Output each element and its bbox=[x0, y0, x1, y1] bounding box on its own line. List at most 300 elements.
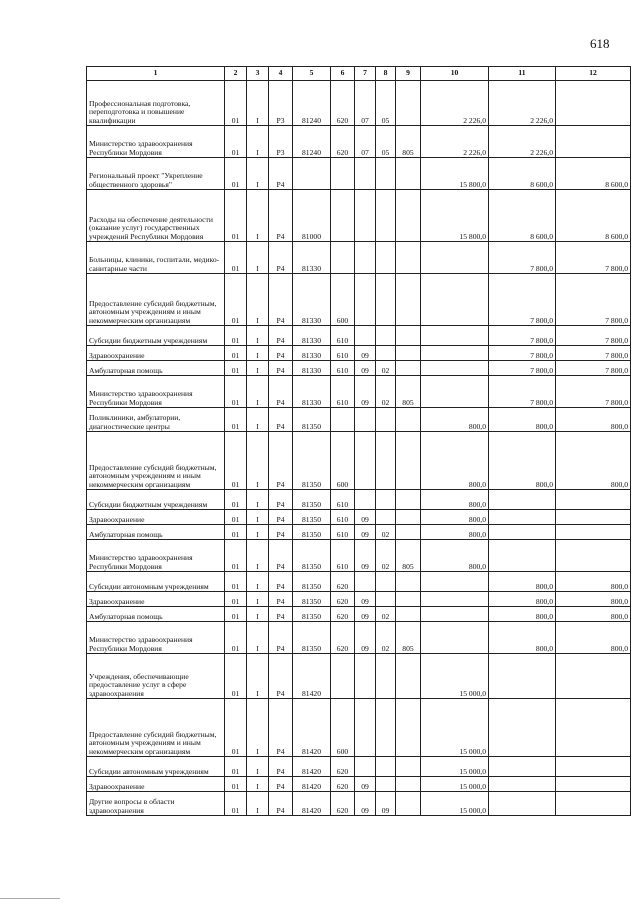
row-description: Поликлиники, амбулатории, диагностические центры bbox=[87, 408, 225, 432]
table-cell bbox=[421, 361, 489, 376]
table-cell: 09 bbox=[355, 525, 376, 540]
table-row bbox=[87, 81, 631, 126]
column-header: 6 bbox=[331, 67, 355, 81]
row-description: Региональный проект "Укрепление общественного здоровья" bbox=[87, 158, 225, 190]
table-row bbox=[87, 408, 631, 432]
table-cell: 01 bbox=[225, 607, 247, 622]
table-cell: 800,0 bbox=[489, 432, 556, 490]
table-cell: 7 800,0 bbox=[556, 346, 631, 361]
row-description: Здравоохранение bbox=[87, 510, 225, 525]
table-cell bbox=[396, 525, 421, 540]
row-description: Учреждения, обеспечивающие предоставление услуг в сфере здравоохранения bbox=[87, 654, 225, 699]
table-cell: P4 bbox=[269, 326, 293, 346]
table-cell: P4 bbox=[269, 540, 293, 572]
column-header: 3 bbox=[247, 67, 269, 81]
table-cell: 81420 bbox=[293, 792, 331, 816]
table-row bbox=[87, 326, 631, 346]
row-description: Предоставление субсидий бюджетным, автономным учреждениям и иным некоммерческим организациям bbox=[87, 432, 225, 490]
table-cell: 09 bbox=[355, 346, 376, 361]
row-description: Министерство здравоохранения Республики Мордовия bbox=[87, 622, 225, 654]
table-cell bbox=[396, 490, 421, 510]
table-cell bbox=[396, 81, 421, 126]
table-cell bbox=[396, 699, 421, 757]
row-description: Амбулаторная помощь bbox=[87, 525, 225, 540]
table-cell bbox=[293, 158, 331, 190]
table-cell: 81350 bbox=[293, 510, 331, 525]
table-cell: 7 800,0 bbox=[556, 361, 631, 376]
table-cell: P4 bbox=[269, 592, 293, 607]
table-cell: 81350 bbox=[293, 490, 331, 510]
table-cell bbox=[376, 158, 396, 190]
table-cell: 610 bbox=[331, 510, 355, 525]
table-row bbox=[87, 346, 631, 361]
table-cell bbox=[489, 490, 556, 510]
table-cell: 600 bbox=[331, 699, 355, 757]
table-cell: 81350 bbox=[293, 607, 331, 622]
row-description: Здравоохранение bbox=[87, 777, 225, 792]
table-cell bbox=[376, 346, 396, 361]
table-cell bbox=[376, 654, 396, 699]
table-cell: 610 bbox=[331, 346, 355, 361]
table-cell: 620 bbox=[331, 572, 355, 592]
table-cell: P4 bbox=[269, 607, 293, 622]
table-cell: 620 bbox=[331, 757, 355, 777]
table-row bbox=[87, 510, 631, 525]
table-cell: 7 800,0 bbox=[489, 346, 556, 361]
table-cell bbox=[556, 126, 631, 158]
table-cell: 800,0 bbox=[421, 490, 489, 510]
table-cell bbox=[396, 361, 421, 376]
table-row bbox=[87, 654, 631, 699]
table-cell bbox=[376, 274, 396, 326]
column-header: 2 bbox=[225, 67, 247, 81]
table-cell: 800,0 bbox=[489, 572, 556, 592]
table-cell: I bbox=[247, 572, 269, 592]
table-cell: 01 bbox=[225, 361, 247, 376]
table-cell: 09 bbox=[355, 592, 376, 607]
table-cell: P4 bbox=[269, 242, 293, 274]
table-cell: I bbox=[247, 654, 269, 699]
table-cell bbox=[396, 408, 421, 432]
table-cell: P4 bbox=[269, 792, 293, 816]
table-cell: 02 bbox=[376, 525, 396, 540]
table-cell: 805 bbox=[396, 622, 421, 654]
table-cell: I bbox=[247, 376, 269, 408]
table-cell: I bbox=[247, 126, 269, 158]
row-description: Субсидии бюджетным учреждениям bbox=[87, 490, 225, 510]
scan-mark bbox=[0, 898, 60, 899]
table-cell bbox=[355, 274, 376, 326]
budget-table bbox=[86, 66, 631, 816]
table-row bbox=[87, 777, 631, 792]
table-cell: 01 bbox=[225, 777, 247, 792]
column-header: 10 bbox=[421, 67, 489, 81]
table-cell bbox=[396, 242, 421, 274]
table-cell bbox=[396, 346, 421, 361]
table-cell: 15 800,0 bbox=[421, 158, 489, 190]
table-cell: 01 bbox=[225, 592, 247, 607]
table-cell: 15 000,0 bbox=[421, 699, 489, 757]
table-cell: 800,0 bbox=[556, 408, 631, 432]
table-cell: 81350 bbox=[293, 540, 331, 572]
table-header-row bbox=[87, 67, 631, 81]
column-header: 8 bbox=[376, 67, 396, 81]
table-cell: 8 600,0 bbox=[489, 190, 556, 242]
table-row bbox=[87, 622, 631, 654]
table-cell bbox=[376, 190, 396, 242]
row-description: Предоставление субсидий бюджетным, автономным учреждениям и иным некоммерческим организациям bbox=[87, 274, 225, 326]
table-cell: 7 800,0 bbox=[489, 326, 556, 346]
table-cell: 01 bbox=[225, 525, 247, 540]
table-cell: 01 bbox=[225, 346, 247, 361]
row-description: Профессиональная подготовка, переподготовка и повышение квалификации bbox=[87, 81, 225, 126]
table-cell bbox=[396, 274, 421, 326]
table-cell: 15 000,0 bbox=[421, 757, 489, 777]
table-row bbox=[87, 572, 631, 592]
table-cell: 7 800,0 bbox=[556, 376, 631, 408]
table-cell bbox=[421, 242, 489, 274]
table-cell bbox=[421, 622, 489, 654]
table-cell: 7 800,0 bbox=[556, 326, 631, 346]
table-cell: 09 bbox=[355, 361, 376, 376]
column-header: 7 bbox=[355, 67, 376, 81]
column-header: 4 bbox=[269, 67, 293, 81]
table-cell: 800,0 bbox=[556, 622, 631, 654]
table-cell: 81420 bbox=[293, 757, 331, 777]
table-cell: 09 bbox=[355, 540, 376, 572]
table-row bbox=[87, 190, 631, 242]
table-cell: 01 bbox=[225, 158, 247, 190]
table-cell: 81420 bbox=[293, 699, 331, 757]
table-cell bbox=[489, 540, 556, 572]
table-cell: 81350 bbox=[293, 408, 331, 432]
table-cell: 81330 bbox=[293, 346, 331, 361]
table-cell: 09 bbox=[355, 777, 376, 792]
table-cell: 01 bbox=[225, 81, 247, 126]
table-cell: 800,0 bbox=[556, 607, 631, 622]
table-cell: 07 bbox=[355, 81, 376, 126]
table-cell bbox=[396, 757, 421, 777]
table-cell: P4 bbox=[269, 361, 293, 376]
table-cell: 81330 bbox=[293, 242, 331, 274]
table-cell: I bbox=[247, 346, 269, 361]
table-cell bbox=[556, 699, 631, 757]
table-cell bbox=[396, 572, 421, 592]
row-description: Субсидии бюджетным учреждениям bbox=[87, 326, 225, 346]
table-cell bbox=[396, 190, 421, 242]
table-cell bbox=[396, 792, 421, 816]
table-cell: I bbox=[247, 622, 269, 654]
table-cell bbox=[396, 592, 421, 607]
table-cell: P4 bbox=[269, 408, 293, 432]
table-cell: P4 bbox=[269, 190, 293, 242]
column-header: 9 bbox=[396, 67, 421, 81]
table-cell: 805 bbox=[396, 126, 421, 158]
table-cell: P4 bbox=[269, 699, 293, 757]
table-cell bbox=[489, 525, 556, 540]
table-cell: 7 800,0 bbox=[489, 274, 556, 326]
table-cell: P3 bbox=[269, 81, 293, 126]
table-cell: I bbox=[247, 510, 269, 525]
table-cell: I bbox=[247, 274, 269, 326]
table-cell: 15 000,0 bbox=[421, 777, 489, 792]
table-cell bbox=[489, 510, 556, 525]
table-cell: 01 bbox=[225, 654, 247, 699]
row-description: Здравоохранение bbox=[87, 346, 225, 361]
table-cell: P4 bbox=[269, 777, 293, 792]
row-description: Субсидии автономным учреждениям bbox=[87, 572, 225, 592]
table-cell: 09 bbox=[355, 376, 376, 408]
table-row bbox=[87, 540, 631, 572]
table-cell: P4 bbox=[269, 490, 293, 510]
table-cell: 01 bbox=[225, 490, 247, 510]
table-cell bbox=[331, 190, 355, 242]
table-cell: 01 bbox=[225, 792, 247, 816]
table-cell bbox=[396, 654, 421, 699]
table-cell: 09 bbox=[355, 607, 376, 622]
table-cell: 81350 bbox=[293, 622, 331, 654]
table-cell: 610 bbox=[331, 490, 355, 510]
row-description: Министерство здравоохранения Республики Мордовия bbox=[87, 376, 225, 408]
table-cell bbox=[421, 607, 489, 622]
table-cell: 15 000,0 bbox=[421, 654, 489, 699]
table-cell bbox=[421, 346, 489, 361]
table-cell: 800,0 bbox=[489, 592, 556, 607]
table-row bbox=[87, 592, 631, 607]
table-cell: I bbox=[247, 361, 269, 376]
table-cell bbox=[489, 777, 556, 792]
table-cell: 01 bbox=[225, 326, 247, 346]
table-cell bbox=[376, 777, 396, 792]
table-cell: 01 bbox=[225, 242, 247, 274]
table-cell: 800,0 bbox=[556, 592, 631, 607]
row-description: Субсидии автономным учреждениям bbox=[87, 757, 225, 777]
table-cell: 81350 bbox=[293, 432, 331, 490]
column-header: 11 bbox=[489, 67, 556, 81]
table-cell: 01 bbox=[225, 126, 247, 158]
table-cell bbox=[355, 242, 376, 274]
table-cell: 81240 bbox=[293, 81, 331, 126]
table-cell: 2 226,0 bbox=[421, 81, 489, 126]
table-cell: I bbox=[247, 777, 269, 792]
table-cell bbox=[376, 490, 396, 510]
table-cell: 05 bbox=[376, 81, 396, 126]
table-cell: 8 600,0 bbox=[556, 158, 631, 190]
table-cell bbox=[331, 408, 355, 432]
table-cell: 81240 bbox=[293, 126, 331, 158]
table-cell: 01 bbox=[225, 432, 247, 490]
table-cell: 800,0 bbox=[421, 408, 489, 432]
table-cell bbox=[376, 572, 396, 592]
column-header: 5 bbox=[293, 67, 331, 81]
table-body bbox=[87, 81, 631, 816]
table-cell: 7 800,0 bbox=[556, 274, 631, 326]
table-cell: 15 000,0 bbox=[421, 792, 489, 816]
table-row bbox=[87, 792, 631, 816]
table-cell bbox=[376, 592, 396, 607]
table-cell: P4 bbox=[269, 158, 293, 190]
table-cell bbox=[396, 510, 421, 525]
table-cell: P4 bbox=[269, 274, 293, 326]
table-cell bbox=[421, 274, 489, 326]
table-cell bbox=[396, 158, 421, 190]
table-cell: P4 bbox=[269, 376, 293, 408]
table-cell bbox=[489, 654, 556, 699]
table-cell bbox=[376, 432, 396, 490]
table-cell bbox=[396, 777, 421, 792]
row-description: Министерство здравоохранения Республики Мордовия bbox=[87, 540, 225, 572]
table-cell bbox=[355, 490, 376, 510]
table-cell: 15 800,0 bbox=[421, 190, 489, 242]
table-cell: 620 bbox=[331, 622, 355, 654]
table-cell: 620 bbox=[331, 777, 355, 792]
table-cell: 01 bbox=[225, 408, 247, 432]
table-cell: 800,0 bbox=[556, 432, 631, 490]
table-cell: 610 bbox=[331, 525, 355, 540]
table-cell: 05 bbox=[376, 126, 396, 158]
table-cell bbox=[376, 510, 396, 525]
table-cell: 81350 bbox=[293, 592, 331, 607]
table-cell: I bbox=[247, 792, 269, 816]
table-cell: 81420 bbox=[293, 654, 331, 699]
table-cell bbox=[396, 607, 421, 622]
table-cell: 620 bbox=[331, 81, 355, 126]
table-row bbox=[87, 490, 631, 510]
table-cell: 81330 bbox=[293, 274, 331, 326]
table-cell: 800,0 bbox=[489, 607, 556, 622]
table-cell: 800,0 bbox=[421, 510, 489, 525]
row-description: Другие вопросы в области здравоохранения bbox=[87, 792, 225, 816]
table-cell: 09 bbox=[355, 622, 376, 654]
table-cell bbox=[556, 654, 631, 699]
table-cell: P4 bbox=[269, 432, 293, 490]
table-cell bbox=[396, 432, 421, 490]
table-cell: 610 bbox=[331, 540, 355, 572]
table-cell bbox=[331, 158, 355, 190]
table-cell bbox=[556, 490, 631, 510]
table-cell: 600 bbox=[331, 432, 355, 490]
table-cell: 81000 bbox=[293, 190, 331, 242]
table-cell: 610 bbox=[331, 376, 355, 408]
table-cell: 620 bbox=[331, 607, 355, 622]
table-cell: 610 bbox=[331, 326, 355, 346]
table-cell: 620 bbox=[331, 792, 355, 816]
table-cell: 02 bbox=[376, 607, 396, 622]
table-cell bbox=[355, 190, 376, 242]
table-cell: 8 600,0 bbox=[556, 190, 631, 242]
table-cell: 81350 bbox=[293, 572, 331, 592]
table-row bbox=[87, 158, 631, 190]
table-cell: 02 bbox=[376, 622, 396, 654]
table-cell: I bbox=[247, 158, 269, 190]
table-row bbox=[87, 242, 631, 274]
table-cell bbox=[421, 572, 489, 592]
table-cell bbox=[556, 540, 631, 572]
row-description: Здравоохранение bbox=[87, 592, 225, 607]
table-cell: 01 bbox=[225, 510, 247, 525]
table-cell bbox=[376, 242, 396, 274]
table-cell bbox=[355, 326, 376, 346]
table-cell bbox=[355, 699, 376, 757]
table-cell: P4 bbox=[269, 346, 293, 361]
table-cell bbox=[355, 432, 376, 490]
table-cell: 800,0 bbox=[421, 540, 489, 572]
table-cell: P4 bbox=[269, 525, 293, 540]
table-cell bbox=[376, 408, 396, 432]
table-cell bbox=[556, 525, 631, 540]
table-cell: I bbox=[247, 757, 269, 777]
row-description: Министерство здравоохранения Республики Мордовия bbox=[87, 126, 225, 158]
table-cell: 800,0 bbox=[421, 525, 489, 540]
table-cell bbox=[421, 592, 489, 607]
row-description: Амбулаторная помощь bbox=[87, 361, 225, 376]
table-cell bbox=[556, 510, 631, 525]
table-cell: 2 226,0 bbox=[421, 126, 489, 158]
table-cell bbox=[331, 242, 355, 274]
table-cell: I bbox=[247, 525, 269, 540]
table-cell: 610 bbox=[331, 361, 355, 376]
table-cell: 7 800,0 bbox=[489, 242, 556, 274]
table-cell: P4 bbox=[269, 510, 293, 525]
table-cell bbox=[489, 792, 556, 816]
table-cell: 81350 bbox=[293, 525, 331, 540]
table-cell: I bbox=[247, 408, 269, 432]
table-row bbox=[87, 525, 631, 540]
table-cell bbox=[489, 699, 556, 757]
table-cell: P4 bbox=[269, 622, 293, 654]
table-cell: 81330 bbox=[293, 326, 331, 346]
table-cell bbox=[421, 326, 489, 346]
table-cell: 7 800,0 bbox=[489, 376, 556, 408]
table-cell: 805 bbox=[396, 540, 421, 572]
table-cell: 800,0 bbox=[556, 572, 631, 592]
table-cell: 02 bbox=[376, 361, 396, 376]
table-cell: 01 bbox=[225, 190, 247, 242]
table-cell: I bbox=[247, 326, 269, 346]
table-cell: 7 800,0 bbox=[489, 361, 556, 376]
table-cell bbox=[331, 654, 355, 699]
table-cell: 01 bbox=[225, 699, 247, 757]
column-header: 1 bbox=[87, 67, 225, 81]
table-cell: I bbox=[247, 242, 269, 274]
row-description: Больницы, клиники, госпитали, медико-санитарные части bbox=[87, 242, 225, 274]
table-cell: 01 bbox=[225, 622, 247, 654]
table-row bbox=[87, 376, 631, 408]
table-cell: 620 bbox=[331, 592, 355, 607]
table-row bbox=[87, 274, 631, 326]
table-cell: I bbox=[247, 540, 269, 572]
table-cell: 600 bbox=[331, 274, 355, 326]
table-cell bbox=[355, 408, 376, 432]
table-cell: 01 bbox=[225, 540, 247, 572]
table-cell: 09 bbox=[376, 792, 396, 816]
table-cell bbox=[355, 654, 376, 699]
table-cell: 800,0 bbox=[421, 432, 489, 490]
row-description: Предоставление субсидий бюджетным, автономным учреждениям и иным некоммерческим организациям bbox=[87, 699, 225, 757]
table-row bbox=[87, 757, 631, 777]
table-cell bbox=[556, 792, 631, 816]
table-cell: 01 bbox=[225, 757, 247, 777]
table-cell: 2 226,0 bbox=[489, 81, 556, 126]
table-row bbox=[87, 607, 631, 622]
table-cell bbox=[421, 376, 489, 408]
table-cell: 07 bbox=[355, 126, 376, 158]
row-description: Амбулаторная помощь bbox=[87, 607, 225, 622]
table-cell: P4 bbox=[269, 572, 293, 592]
table-cell bbox=[556, 757, 631, 777]
table-cell: 02 bbox=[376, 376, 396, 408]
table-row bbox=[87, 699, 631, 757]
